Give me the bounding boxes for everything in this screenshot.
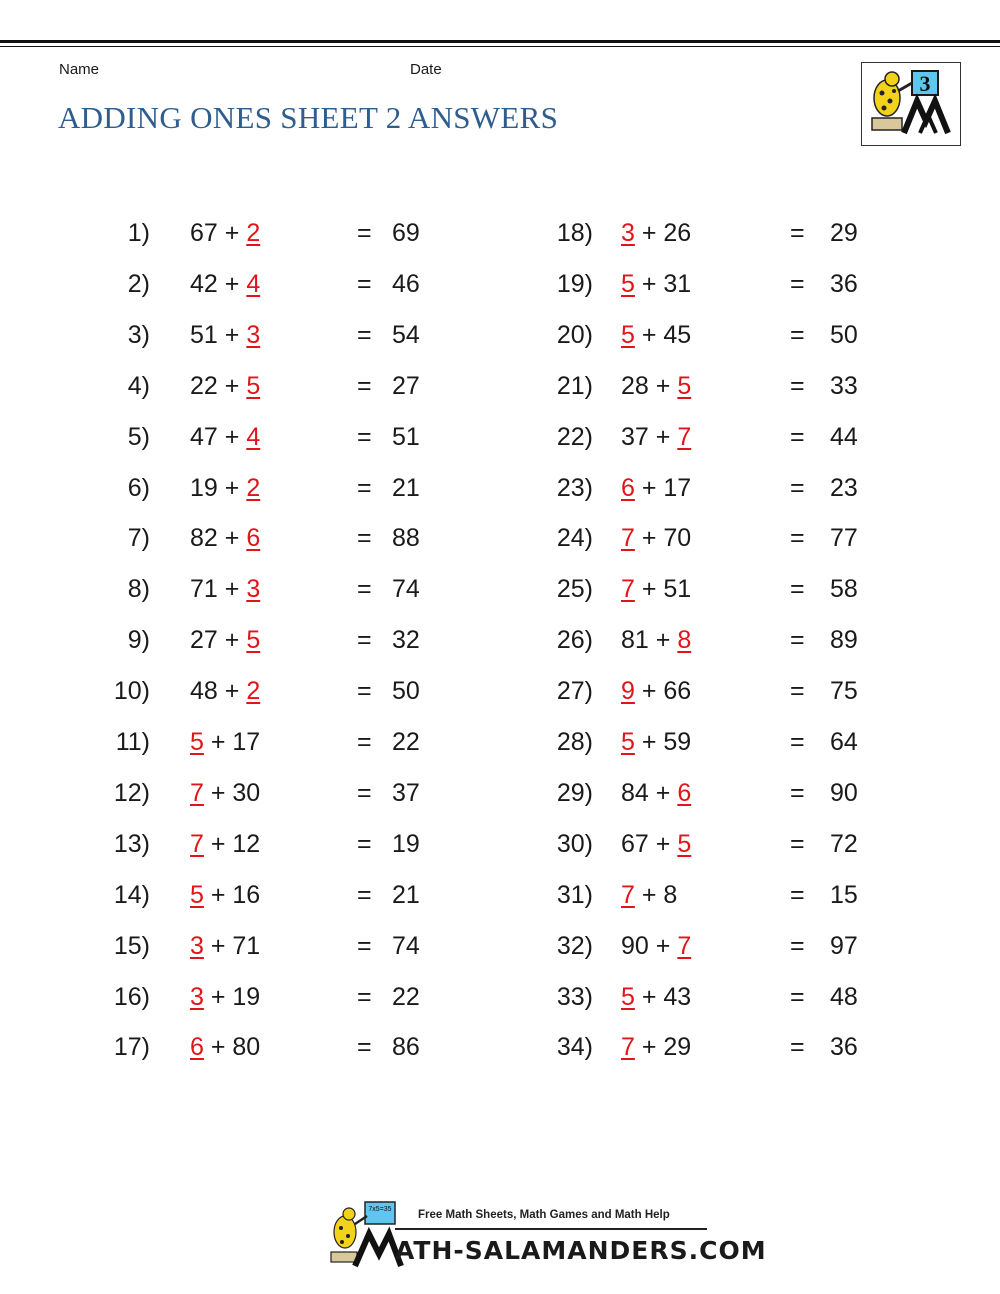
answer-value: 6 (246, 524, 261, 553)
problem-number: 1) (127, 219, 150, 247)
problem-number: 25) (556, 575, 593, 604)
problem-expression (190, 674, 260, 708)
problem-result: 77 (830, 524, 858, 553)
problem-number: 29) (556, 778, 593, 807)
problem-number: 11) (115, 728, 150, 756)
problem-number: 16) (113, 982, 150, 1011)
problem-number: 28) (556, 728, 593, 756)
problem-result: 64 (830, 728, 858, 756)
equals-sign: = (357, 219, 372, 247)
problem-number: 2) (127, 269, 150, 298)
answer-value: 6 (677, 778, 692, 807)
expression-right: + 12 (203, 829, 261, 858)
date-label: Date (410, 61, 442, 78)
equals-sign: = (357, 473, 372, 502)
problem-expression (621, 725, 691, 759)
equals-sign: = (790, 1033, 805, 1062)
problem-expression (190, 980, 260, 1014)
problem-expression (621, 776, 691, 810)
equals-sign: = (357, 677, 372, 706)
equals-sign: = (790, 320, 805, 349)
problem-result: 36 (830, 269, 858, 298)
answer-value: 5 (190, 880, 204, 909)
expression-left: 67 + (190, 219, 247, 247)
problem-number: 13) (113, 829, 150, 858)
footer-underline (395, 1228, 707, 1230)
answer-value: 7 (621, 1033, 635, 1062)
expression-right: + 71 (203, 931, 261, 960)
expression-left: 27 + (190, 626, 247, 655)
problem-number: 21) (556, 371, 593, 400)
problem-result: 89 (830, 626, 858, 655)
problem-result: 23 (830, 473, 858, 502)
answer-value: 7 (621, 575, 635, 604)
answer-value: 2 (246, 677, 261, 706)
problem-expression (621, 623, 691, 657)
problem-expression (190, 827, 260, 861)
problem-result: 37 (392, 778, 420, 807)
problem-result: 50 (830, 320, 858, 349)
equals-sign: = (790, 728, 805, 756)
expression-left: 67 + (621, 829, 678, 858)
expression-right: + 16 (203, 880, 261, 909)
problem-expression (190, 623, 260, 657)
equals-sign: = (357, 524, 372, 553)
equals-sign: = (357, 626, 372, 655)
expression-left: 51 + (190, 320, 247, 349)
problem-number: 15) (113, 931, 150, 960)
problem-expression (190, 420, 260, 454)
problem-result: 36 (830, 1033, 858, 1062)
expression-right: + 29 (634, 1033, 692, 1062)
problem-expression (621, 929, 691, 963)
problem-expression (621, 216, 691, 250)
problem-number: 31) (556, 880, 593, 909)
equals-sign: = (790, 931, 805, 960)
answer-value: 7 (621, 524, 635, 553)
answer-value: 5 (621, 320, 635, 349)
problem-number: 12) (113, 778, 150, 807)
expression-left: 71 + (190, 575, 247, 604)
answer-value: 6 (621, 473, 635, 502)
answer-value: 3 (246, 320, 261, 349)
answer-value: 7 (621, 880, 635, 909)
answer-value: 3 (190, 931, 204, 960)
problem-expression (190, 216, 260, 250)
answer-value: 5 (246, 626, 261, 655)
equals-sign: = (790, 982, 805, 1011)
problem-result: 44 (830, 422, 858, 451)
expression-left: 84 + (621, 778, 678, 807)
expression-left: 81 + (621, 626, 678, 655)
equals-sign: = (357, 320, 372, 349)
problem-number: 30) (556, 829, 593, 858)
problem-number: 8) (127, 575, 150, 604)
expression-right: + 70 (634, 524, 692, 553)
problem-expression (190, 1030, 260, 1064)
page-title: ADDING ONES SHEET 2 ANSWERS (58, 100, 559, 135)
problem-expression (621, 420, 691, 454)
footer-site-name: ATH-SALAMANDERS.COM (395, 1236, 767, 1265)
expression-right: + 80 (203, 1033, 261, 1062)
problem-expression (190, 929, 260, 963)
problem-expression (621, 318, 691, 352)
problem-expression (190, 471, 260, 505)
equals-sign: = (790, 575, 805, 604)
answer-value: 7 (190, 778, 204, 807)
answer-value: 5 (677, 829, 692, 858)
equals-sign: = (790, 626, 805, 655)
answer-value: 4 (246, 422, 261, 451)
problem-number: 7) (127, 524, 150, 553)
problem-expression (621, 369, 691, 403)
problem-result: 50 (392, 677, 420, 706)
problem-expression (621, 471, 691, 505)
problem-number: 19) (556, 269, 593, 298)
problem-expression (190, 725, 260, 759)
problem-expression (190, 776, 260, 810)
answer-value: 7 (677, 422, 692, 451)
expression-left: 48 + (190, 677, 247, 706)
problem-number: 9) (127, 626, 150, 655)
problem-number: 22) (556, 422, 593, 451)
problem-number: 14) (113, 880, 150, 909)
expression-right: + 45 (634, 320, 692, 349)
expression-left: 90 + (621, 931, 678, 960)
answer-value: 9 (621, 677, 635, 706)
equals-sign: = (790, 269, 805, 298)
expression-left: 19 + (190, 473, 247, 502)
equals-sign: = (357, 1033, 372, 1062)
problem-result: 69 (392, 219, 420, 247)
answer-value: 7 (677, 931, 692, 960)
problem-result: 58 (830, 575, 858, 604)
problem-number: 33) (556, 982, 593, 1011)
answer-value: 3 (190, 982, 204, 1011)
footer-sign-text: 7x5=35 (368, 1206, 392, 1213)
expression-right: + 31 (634, 269, 692, 298)
answer-value: 2 (246, 219, 261, 247)
salamander-footer-icon (325, 1200, 405, 1270)
equals-sign: = (790, 778, 805, 807)
expression-left: 28 + (621, 371, 678, 400)
equals-sign: = (790, 880, 805, 909)
problem-result: 51 (392, 422, 420, 451)
equals-sign: = (790, 677, 805, 706)
problem-result: 29 (830, 219, 858, 247)
problem-result: 54 (392, 320, 420, 349)
answer-value: 2 (246, 473, 261, 502)
problem-expression (190, 572, 260, 606)
expression-right: + 30 (203, 778, 261, 807)
equals-sign: = (790, 524, 805, 553)
answer-value: 3 (246, 575, 261, 604)
expression-right: + 51 (634, 575, 692, 604)
problem-expression (621, 267, 691, 301)
problem-number: 6) (127, 473, 150, 502)
equals-sign: = (790, 219, 805, 247)
problem-number: 5) (127, 422, 150, 451)
answer-value: 5 (621, 982, 635, 1011)
problem-result: 32 (392, 626, 420, 655)
problem-result: 21 (392, 880, 420, 909)
problem-expression (190, 878, 260, 912)
problem-result: 74 (392, 931, 420, 960)
problem-expression (190, 521, 260, 555)
problem-result: 48 (830, 982, 858, 1011)
equals-sign: = (790, 371, 805, 400)
problem-result: 90 (830, 778, 858, 807)
problem-expression (621, 521, 691, 555)
equals-sign: = (790, 473, 805, 502)
problem-expression (621, 980, 691, 1014)
answer-value: 5 (621, 269, 635, 298)
answer-value: 5 (246, 371, 261, 400)
problem-expression (621, 572, 691, 606)
problem-number: 10) (113, 677, 150, 706)
equals-sign: = (790, 829, 805, 858)
equals-sign: = (357, 269, 372, 298)
problem-result: 74 (392, 575, 420, 604)
logo-digit: 3 (919, 71, 931, 96)
problem-expression (190, 267, 260, 301)
problem-number: 24) (556, 524, 593, 553)
answer-value: 5 (677, 371, 692, 400)
problem-result: 33 (830, 371, 858, 400)
problem-result: 75 (830, 677, 858, 706)
problem-number: 4) (127, 371, 150, 400)
problem-number: 32) (556, 931, 593, 960)
problem-result: 88 (392, 524, 420, 553)
answer-value: 4 (246, 269, 261, 298)
answer-value: 7 (190, 829, 204, 858)
equals-sign: = (357, 575, 372, 604)
equals-sign: = (790, 422, 805, 451)
problem-expression (621, 827, 691, 861)
problem-result: 19 (392, 829, 420, 858)
problem-expression (621, 674, 691, 708)
expression-right: + 26 (634, 219, 692, 247)
equals-sign: = (357, 931, 372, 960)
problem-number: 23) (556, 473, 593, 502)
equals-sign: = (357, 371, 372, 400)
problem-expression (621, 1030, 691, 1064)
problem-result: 97 (830, 931, 858, 960)
expression-left: 22 + (190, 371, 247, 400)
equals-sign: = (357, 982, 372, 1011)
answer-value: 5 (621, 728, 635, 756)
problem-result: 22 (392, 728, 420, 756)
problem-number: 3) (127, 320, 150, 349)
expression-right: + 59 (634, 728, 692, 756)
problem-result: 22 (392, 982, 420, 1011)
expression-right: + 17 (203, 728, 261, 756)
answer-value: 6 (190, 1033, 204, 1062)
equals-sign: = (357, 728, 372, 756)
expression-left: 37 + (621, 422, 678, 451)
equals-sign: = (357, 880, 372, 909)
expression-left: 47 + (190, 422, 247, 451)
answer-value: 8 (677, 626, 692, 655)
problem-expression (621, 878, 677, 912)
expression-left: 42 + (190, 269, 247, 298)
problem-result: 21 (392, 473, 420, 502)
expression-right: + 66 (634, 677, 692, 706)
problem-expression (190, 318, 260, 352)
problem-result: 86 (392, 1033, 420, 1062)
problem-number: 26) (556, 626, 593, 655)
equals-sign: = (357, 778, 372, 807)
answer-value: 3 (621, 219, 635, 247)
name-label: Name (59, 61, 100, 78)
problem-result: 46 (392, 269, 420, 298)
expression-left: 82 + (190, 524, 247, 553)
problem-number: 27) (556, 677, 593, 706)
problem-result: 15 (830, 880, 858, 909)
equals-sign: = (357, 422, 372, 451)
problem-result: 72 (830, 829, 858, 858)
expression-right: + 8 (634, 880, 678, 909)
equals-sign: = (357, 829, 372, 858)
problem-number: 20) (556, 320, 593, 349)
expression-right: + 17 (634, 473, 692, 502)
expression-right: + 43 (634, 982, 692, 1011)
problem-expression (190, 369, 260, 403)
problem-number: 18) (556, 219, 593, 247)
problem-result: 27 (392, 371, 420, 400)
problem-number: 17) (113, 1033, 150, 1062)
problem-number: 34) (556, 1033, 593, 1062)
answer-value: 5 (190, 728, 204, 756)
expression-right: + 19 (203, 982, 261, 1011)
footer-tagline: Free Math Sheets, Math Games and Math Help (418, 1209, 670, 1221)
